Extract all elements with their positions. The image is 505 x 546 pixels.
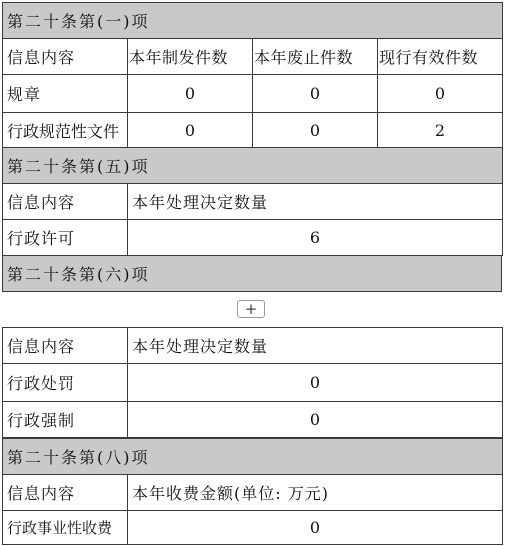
issued-count: 0 [128, 113, 253, 149]
repealed-count: 0 [253, 113, 378, 149]
section-20-6-table [2, 327, 503, 438]
row-label: 行政规范性文件 [3, 113, 128, 149]
section-header: 第二十条第(八)项 [3, 439, 503, 475]
decision-count: 0 [128, 402, 503, 438]
section-20-5 [2, 147, 502, 256]
column-header-info: 信息内容 [3, 475, 128, 511]
section-20-6-body [2, 327, 502, 438]
column-header-info: 信息内容 [3, 184, 128, 220]
table-row [3, 220, 503, 256]
section-20-8 [2, 438, 502, 545]
row-label: 行政许可 [3, 220, 128, 256]
fee-amount: 0 [128, 511, 503, 545]
column-header-info: 信息内容 [3, 328, 128, 364]
column-header-decisions: 本年处理决定数量 [128, 184, 503, 220]
table-row [3, 511, 503, 545]
row-label: 行政处罚 [3, 364, 128, 402]
plus-icon: + [244, 299, 258, 318]
section-20-6 [2, 255, 502, 292]
issued-count: 0 [128, 75, 253, 113]
section-20-1 [2, 2, 502, 149]
row-label: 行政强制 [3, 402, 128, 438]
table-row [3, 113, 503, 149]
section-20-6-header-table [2, 255, 502, 292]
row-label: 行政事业性收费 [3, 511, 128, 545]
section-20-8-table [2, 438, 503, 545]
column-header-decisions: 本年处理决定数量 [128, 328, 503, 364]
valid-count: 0 [378, 75, 503, 113]
row-label: 规章 [3, 75, 128, 113]
column-header-repealed: 本年废止件数 [253, 39, 378, 75]
section-20-5-table [2, 147, 503, 256]
section-header: 第二十条第(六)项 [3, 256, 502, 292]
column-header-issued: 本年制发件数 [128, 39, 253, 75]
table-row [3, 75, 503, 113]
expand-button[interactable] [237, 300, 265, 318]
section-20-1-table [2, 2, 503, 149]
repealed-count: 0 [253, 75, 378, 113]
column-header-valid: 现行有效件数 [378, 39, 503, 75]
table-row [3, 364, 503, 402]
column-header-fee-amount: 本年收费金额(单位: 万元) [128, 475, 503, 511]
table-row [3, 402, 503, 438]
column-header-info: 信息内容 [3, 39, 128, 75]
decision-count: 6 [128, 220, 503, 256]
section-header: 第二十条第(五)项 [3, 148, 503, 184]
section-header: 第二十条第(一)项 [3, 3, 503, 39]
decision-count: 0 [128, 364, 503, 402]
valid-count: 2 [378, 113, 503, 149]
